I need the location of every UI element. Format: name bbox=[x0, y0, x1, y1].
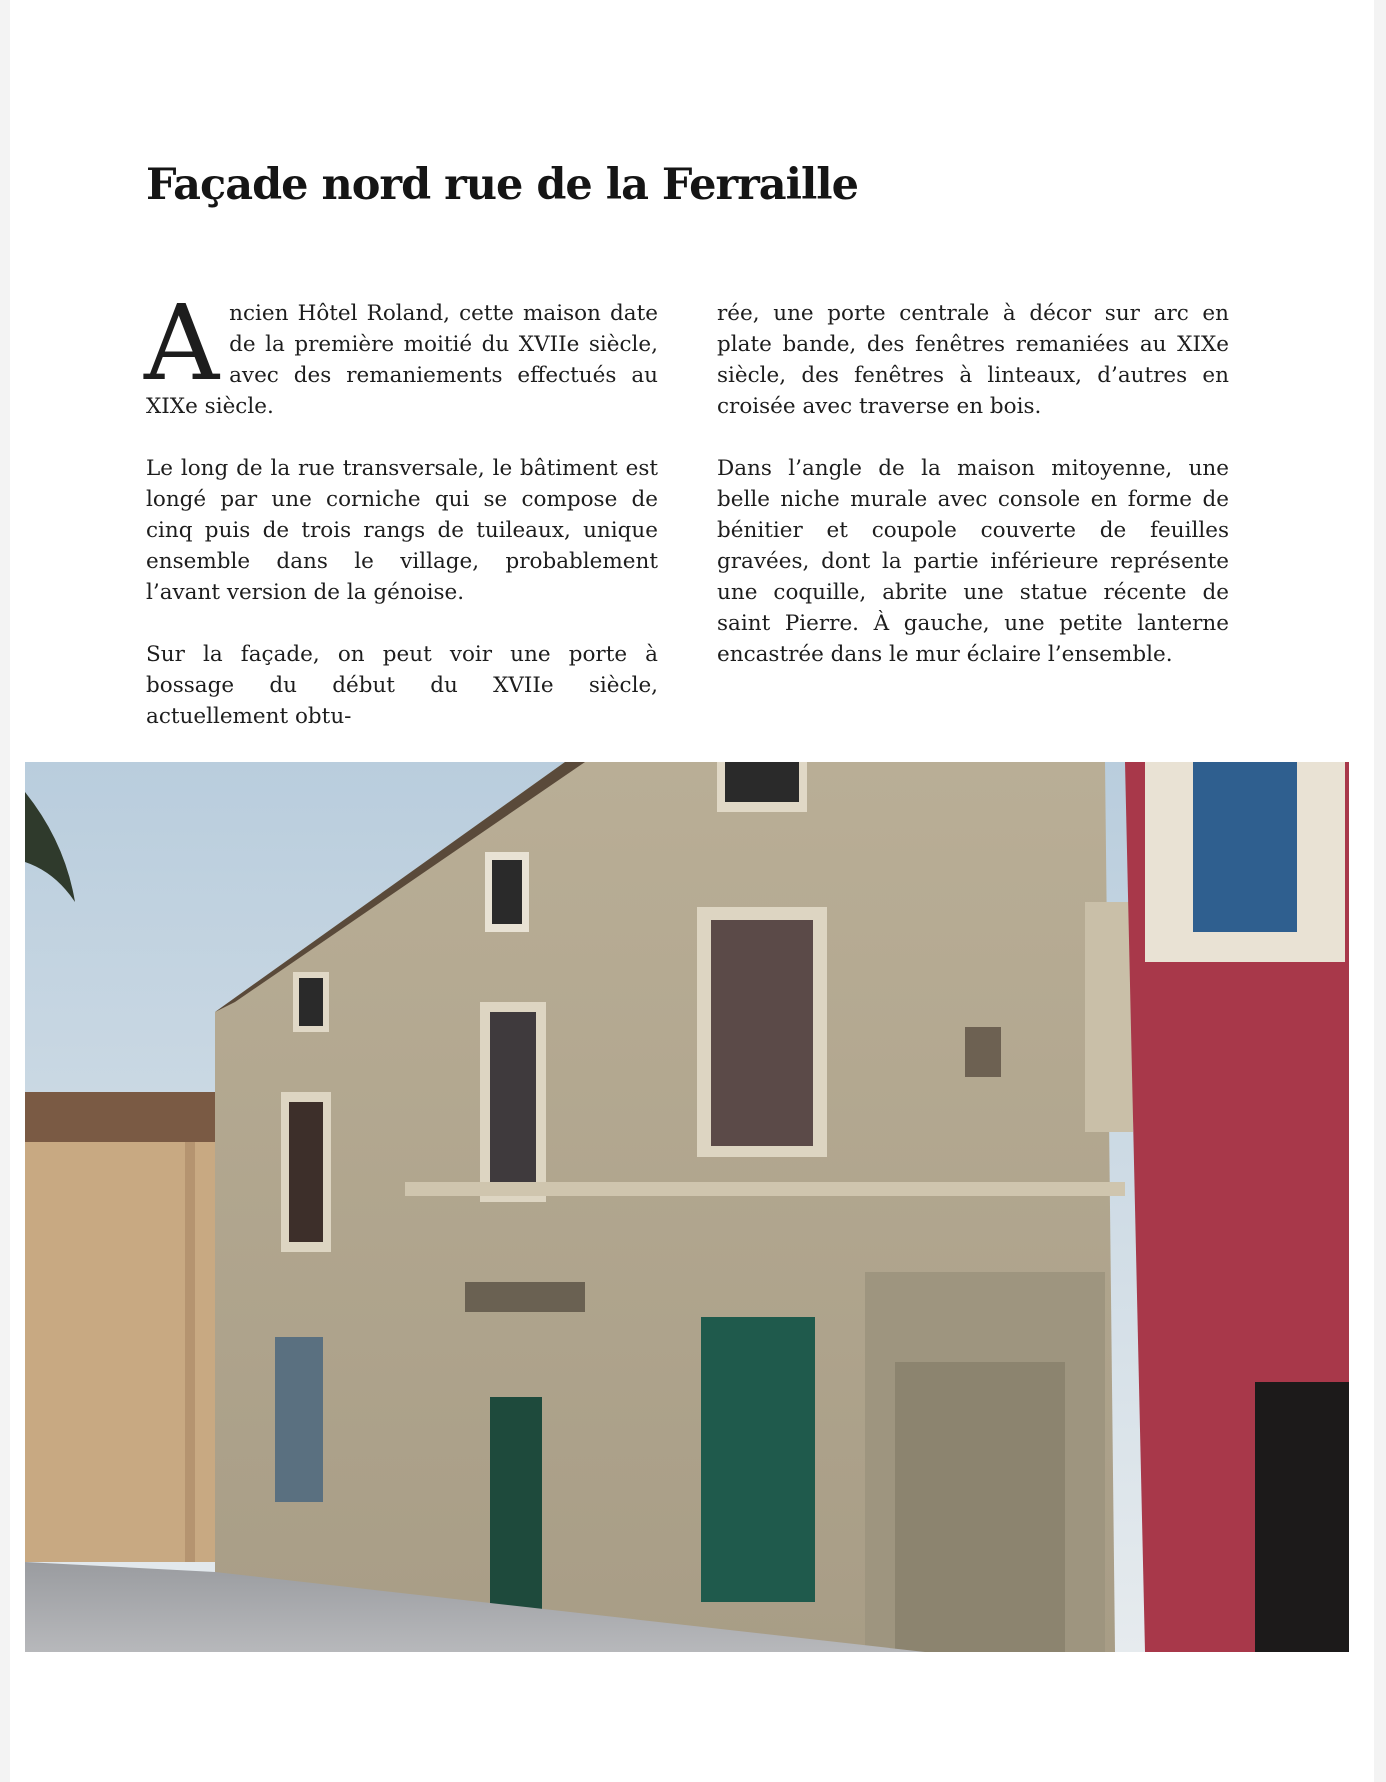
text-column-right bbox=[717, 298, 1229, 701]
paragraph-text: ncien Hôtel Roland, cette maison date de la première moitié du XVIIe siècle, avec des remaniements effectués au XIXe siècle. bbox=[146, 301, 658, 419]
facade-photograph bbox=[25, 762, 1349, 1652]
paragraph bbox=[144, 282, 658, 422]
drop-cap: A bbox=[144, 282, 220, 404]
paragraph: rée, une porte centrale à décor sur arc en plate bande, des fenêtres remaniées au XIXe siècle, des fenêtres à linteaux, d’autres en croisée avec traverse en bois. bbox=[717, 301, 1229, 419]
paragraph: Le long de la rue transversale, le bâtiment est longé par une corniche qui se compose de cinq puis de trois rangs de tuileaux, unique ensemble dans le village, probablement l’avant version de la génoise. bbox=[146, 456, 658, 605]
text-column-left bbox=[144, 282, 658, 763]
paragraph: Dans l’angle de la maison mitoyenne, une belle niche murale avec console en forme de bénitier et coupole couverte de feuilles gravées, dont la partie inférieure représente une coquille, abrite une statue récente de saint Pierre. À gauche, une petite lanterne encastrée dans le mur éclaire l’ensemble. bbox=[717, 456, 1229, 667]
paragraph: Sur la façade, on peut voir une porte à bossage du début du XVIIe siècle, actuellement obtu- bbox=[146, 642, 658, 729]
page-title: Façade nord rue de la Ferraille bbox=[146, 160, 858, 210]
document-page bbox=[10, 0, 1374, 1782]
